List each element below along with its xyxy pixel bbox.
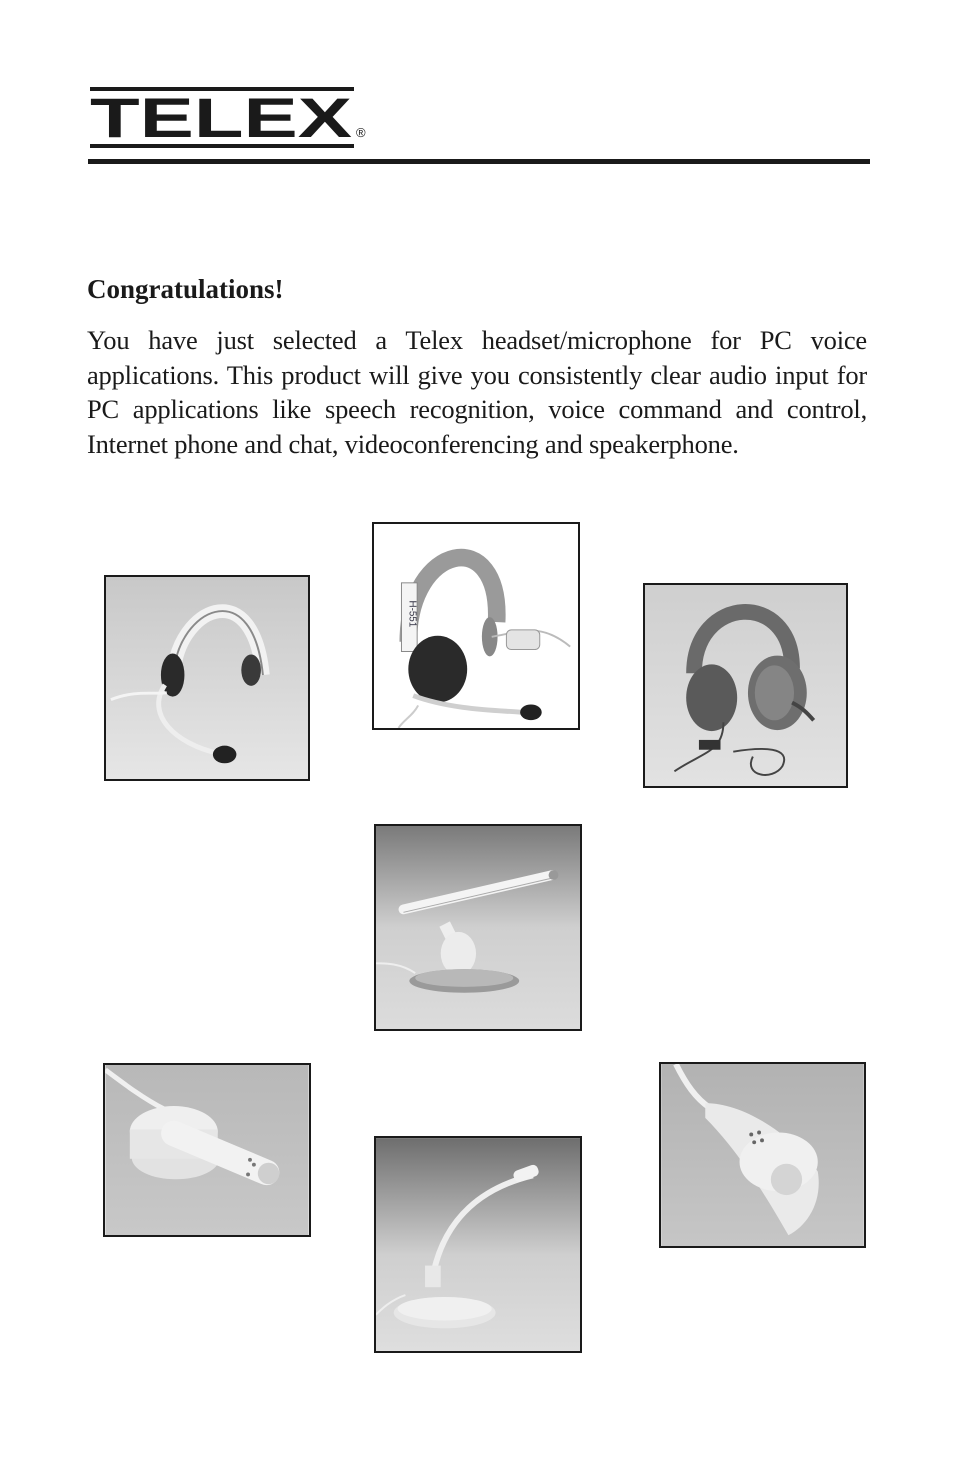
telex-logo	[88, 84, 378, 154]
boundary-microphone-photo	[659, 1062, 866, 1248]
registered-mark: ®	[356, 125, 366, 140]
header-rule	[88, 159, 870, 164]
logo-wordmark: TELEX	[90, 86, 352, 149]
clip-microphone-photo	[103, 1063, 311, 1237]
headset-stereo-foam-photo	[372, 522, 580, 730]
headset-over-ear-photo	[643, 583, 848, 788]
model-label: H-551	[406, 600, 418, 628]
intro-paragraph: You have just selected a Telex headset/microphone for PC voice applications. This product will give you consistently clear audio input for PC applications like speech recognition, voice command and control, Internet phone and chat, videoconferencing and speakerphone.	[87, 325, 867, 459]
gooseneck-microphone-photo	[374, 1136, 582, 1353]
desktop-microphone-photo	[374, 824, 582, 1031]
page-heading: Congratulations!	[87, 274, 284, 304]
headset-single-ear-photo	[104, 575, 310, 781]
